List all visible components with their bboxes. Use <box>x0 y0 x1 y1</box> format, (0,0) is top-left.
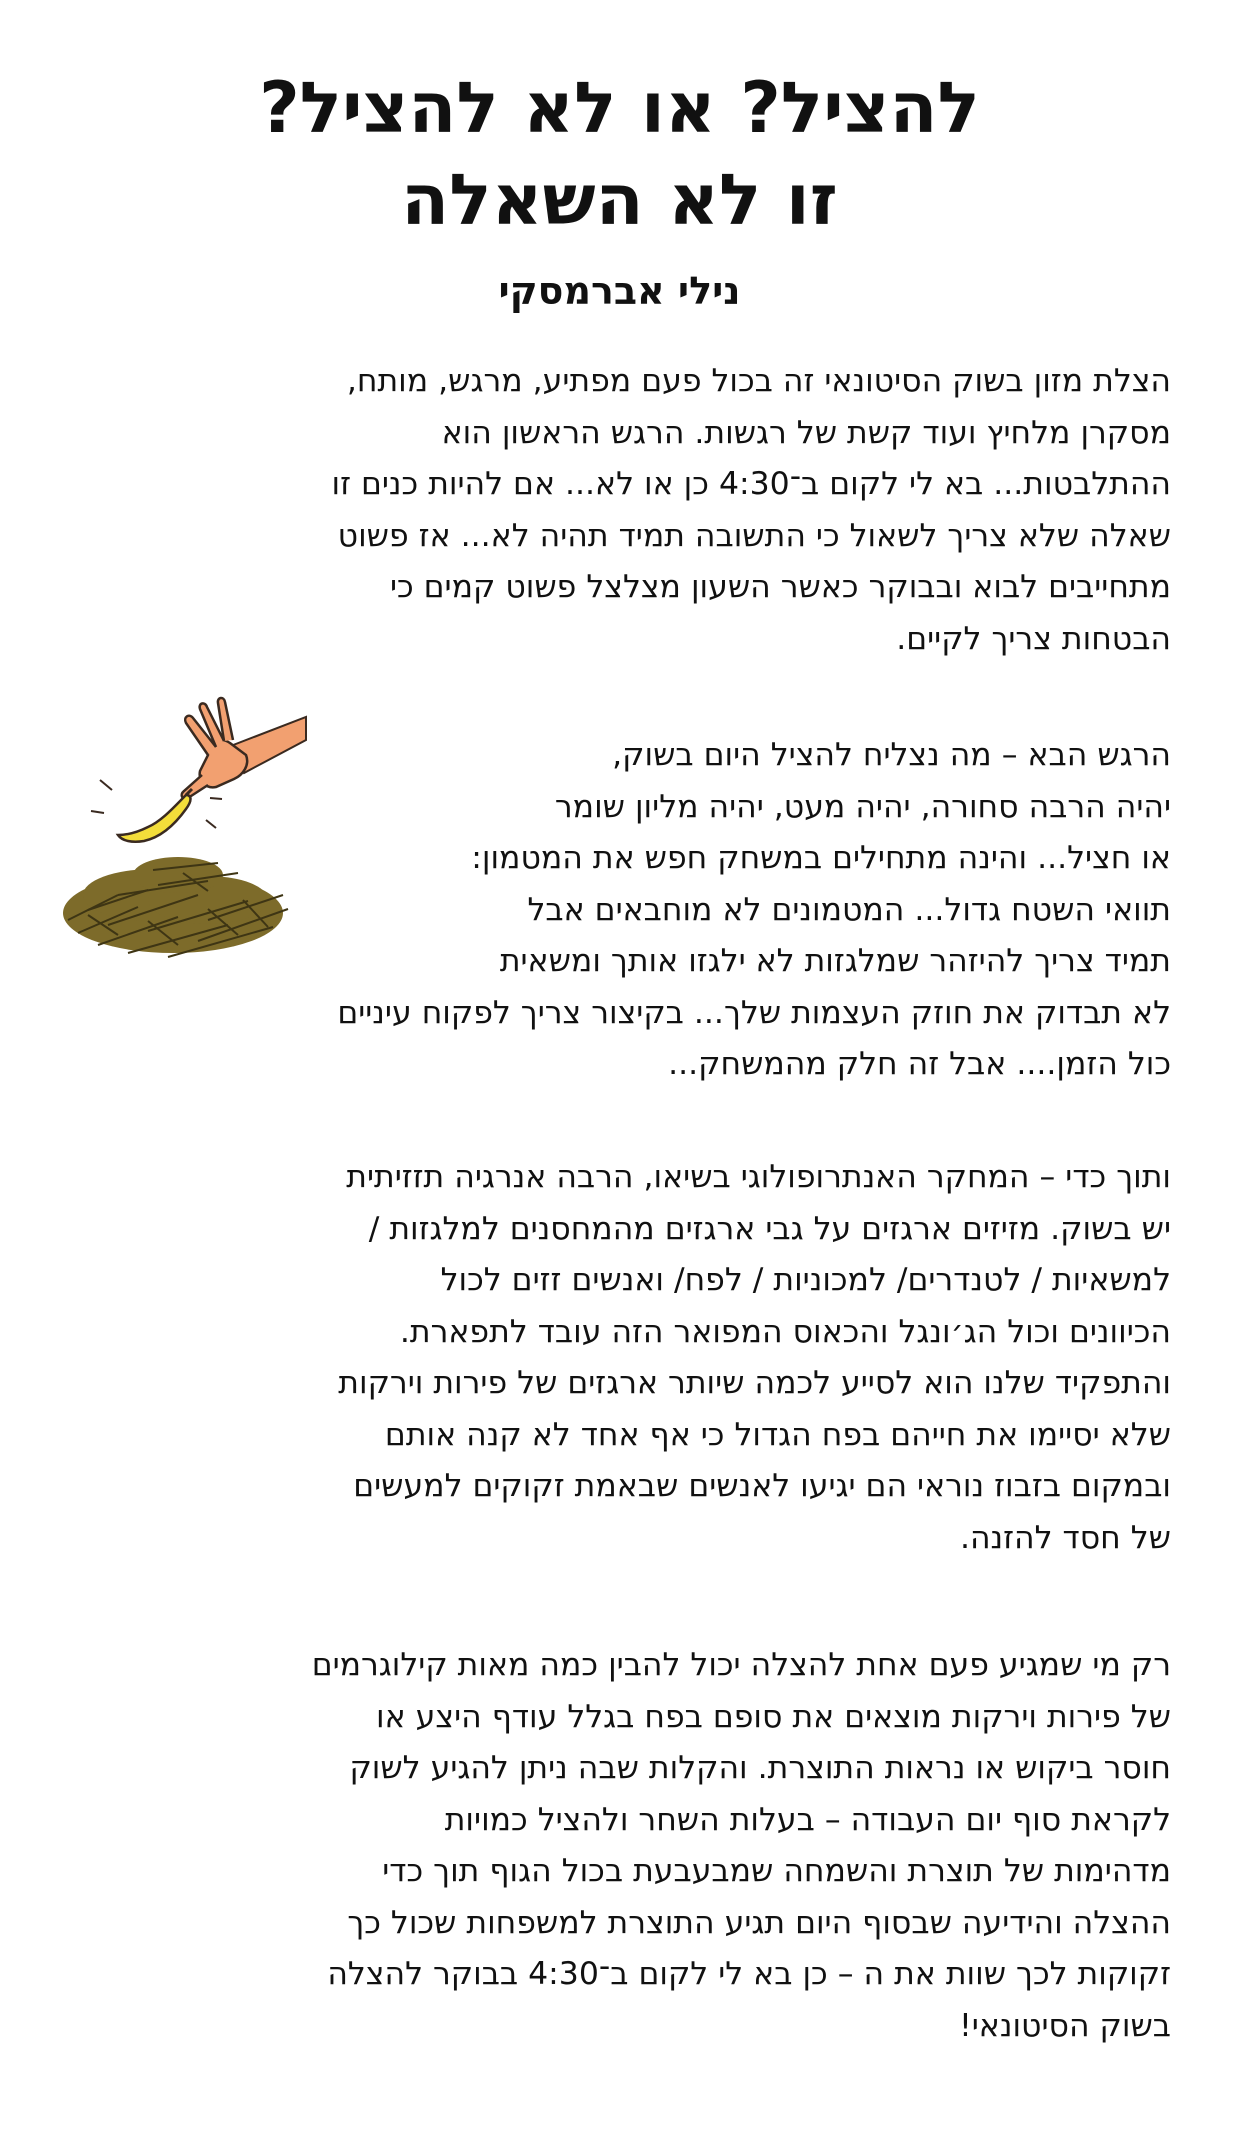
paragraph-line: חוסר ביקוש או נראות התוצרת. והקלות שבה ניתן להגיע לשוק <box>349 1750 1171 1786</box>
paragraph-line: ההתלבטות... בא לי לקום ב־4:30 כן או לא... אם להיות כנים זו <box>331 466 1171 502</box>
paragraph-line: הכיוונים וכול הג׳ונגל והכאוס המפואר הזה עובד לתפארת. <box>399 1313 1171 1350</box>
paragraph-4 <box>94 1640 1171 2052</box>
paragraph-line: לא תבדוק את חוזק העצמות שלך... בקיצור צריך לפקוח עיניים <box>337 994 1171 1031</box>
paragraph-line: מסקרן מלחיץ ועוד קשת של רגשות. הרגש הראשון הוא <box>441 414 1171 451</box>
article-title <box>100 62 1139 246</box>
paragraph-line: והתפקיד שלנו הוא לסייע לכמה שיותר ארגזים של פירות וירקות <box>338 1365 1171 1401</box>
paragraph-line: מדהימות של תוצרת והשמחה שמבעבעת בכול הגוף תוך כדי <box>382 1853 1171 1889</box>
motion-line <box>206 820 216 828</box>
motion-line <box>100 780 112 790</box>
paragraph-line: הבטחות צריך לקיים. <box>896 620 1171 657</box>
paragraph-line: רק מי שמגיע פעם אחת להצלה יכול להבין כמה מאות קילוגרמים <box>311 1647 1171 1683</box>
paragraph-line: תוואי השטח גדול... המטמונים לא מוחבאים אבל <box>527 891 1171 928</box>
paragraph-line: שלא יסיימו את חייהם בפח הגדול כי אף אחד לא קנה אותם <box>384 1416 1171 1453</box>
paragraph-line: מתחייבים לבוא ובבוקר כאשר השעון מצלצל פשוט קמים כי <box>389 569 1171 605</box>
paragraph-line: הרגש הבא – מה נצליח להציל היום בשוק, <box>612 737 1171 773</box>
paragraph-line: ותוך כדי – המחקר האנתרופולוגי בשיאו, הרבה אנרגיה תזזיתית <box>346 1159 1171 1195</box>
paragraph-line: או חציל... והינה מתחילים במשחק חפש את המטמון: <box>471 840 1171 876</box>
paragraph-line: כול הזמן.... אבל זה חלק מהמשחק... <box>668 1046 1171 1082</box>
paragraph-line: שאלה שלא צריך לשאול כי התשובה תמיד תהיה לא... אז פשוט <box>337 517 1171 554</box>
motion-line <box>210 798 222 799</box>
paragraph-1 <box>94 356 1171 665</box>
paragraph-line: למשאיות / לטנדרים/ למכוניות / לפח/ ואנשים זזים לכול <box>440 1262 1171 1298</box>
paragraph-line: יהיה הרבה סחורה, יהיה מעט, יהיה מליון שומר <box>554 788 1171 825</box>
banana-shape <box>118 795 191 842</box>
paragraph-line: ההצלה והידיעה שבסוף היום תגיע התוצרת למשפחות שכול כך <box>347 1904 1171 1941</box>
paragraph-line: בשוק הסיטונאי! <box>959 2007 1171 2044</box>
paragraph-line: של חסד להזנה. <box>959 1519 1171 1556</box>
motion-line <box>91 811 104 813</box>
paragraph-line: לקראת סוף יום העבודה – בעלות השחר ולהציל כמויות <box>444 1801 1171 1838</box>
paragraph-line: זקוקות לכך שוות את ה – כן בא לי לקום ב־4:30 בבוקר להצלה <box>327 1956 1171 1992</box>
paragraph-3 <box>94 1152 1171 1564</box>
article-author: נילי אברמסקי <box>498 269 741 313</box>
paragraph-line: של פירות וירקות מוצאים את סופם בפח בגלל עודף היצע או <box>376 1698 1171 1735</box>
title-line-1: להציל? או לא להציל? <box>259 67 980 149</box>
paragraph-line: ובמקום בזבוז נוראי הם יגיעו לאנשים שבאמת זקוקים למעשים <box>353 1468 1171 1504</box>
hand-dropping-banana-on-pile-icon <box>58 695 308 980</box>
title-line-2: זו לא השאלה <box>401 159 838 241</box>
paragraph-line: יש בשוק. מזיזים ארגזים על גבי ארגזים מהמחסנים למלגזות / <box>368 1210 1171 1247</box>
paragraph-line: תמיד צריך להיזהר שמלגזות לא ילגזו אותך ומשאית <box>499 943 1171 979</box>
paragraph-line: הצלת מזון בשוק הסיטונאי זה בכול פעם מפתיע, מרגש, מותח, <box>346 363 1171 399</box>
